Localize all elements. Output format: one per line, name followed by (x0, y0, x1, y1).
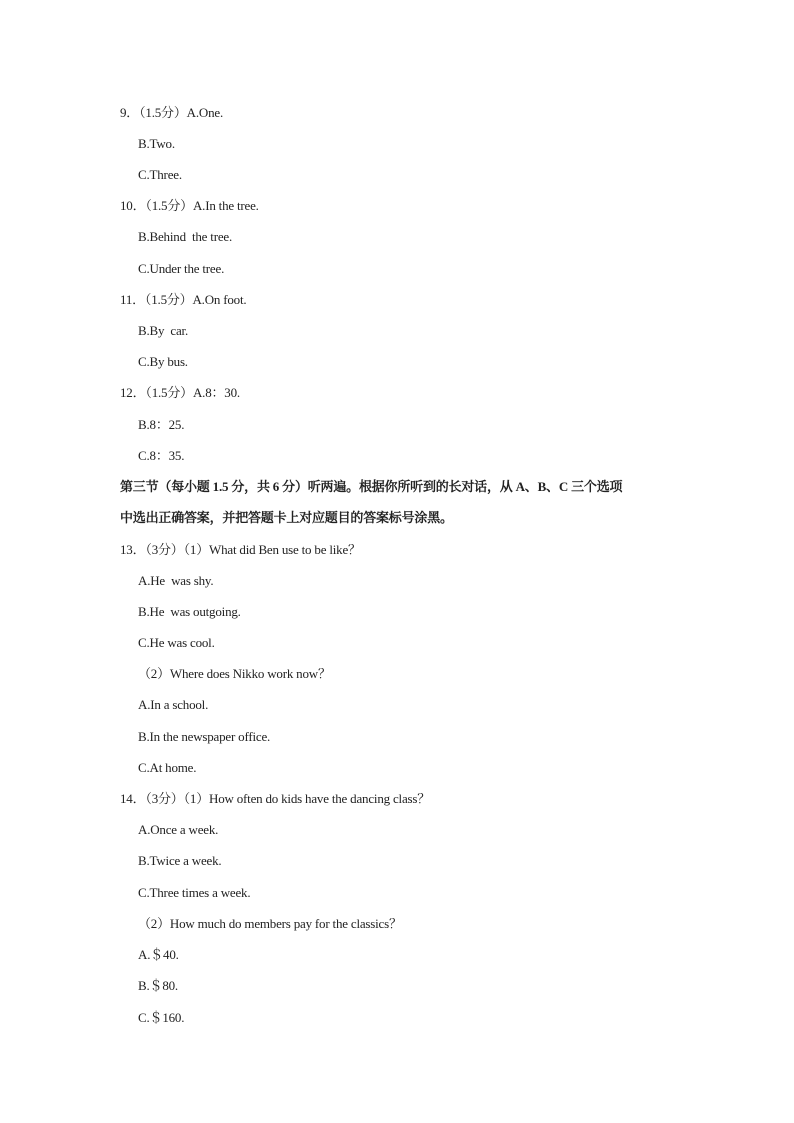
question-13-1-option-a: A.He was shy. (138, 573, 214, 588)
question-9-option-c: C.Three. (138, 167, 182, 182)
question-14-2-option-c: C.＄160. (138, 1010, 185, 1025)
question-12-stem: 12．（1.5分）A.8：30. (120, 385, 240, 400)
question-13-1-option-c: C.He was cool. (138, 635, 215, 650)
question-14-1-option-b: B.Twice a week. (138, 853, 222, 868)
question-14-2-option-b: B.＄80. (138, 978, 178, 993)
question-14-stem: 14．（3分）（1）How often do kids have the dancing class？ (120, 791, 431, 806)
question-10-option-b: B.Behind the tree. (138, 229, 233, 244)
question-13-1-option-b: B.He was outgoing. (138, 604, 241, 619)
question-9-option-b: B.Two. (138, 136, 175, 151)
question-14-1-option-c: C.Three times a week. (138, 885, 251, 900)
question-13-stem: 13．（3分）（1）What did Ben use to be like？ (120, 542, 361, 557)
question-13-part-2-stem: （2）Where does Nikko work now？ (138, 666, 331, 681)
question-14-2-option-a: A.＄40. (138, 947, 179, 962)
question-13-2-option-b: B.In the newspaper office. (138, 729, 271, 744)
question-12-option-c: C.8：35. (138, 448, 185, 463)
question-10-option-c: C.Under the tree. (138, 261, 225, 276)
question-11-option-b: B.By car. (138, 323, 188, 338)
section-3-instruction-line-2: 中选出正确答案，并把答题卡上对应题目的答案标号涂黑。 (120, 510, 453, 525)
question-9-stem: 9．（1.5分）A.One. (120, 105, 223, 120)
question-13-2-option-c: C.At home. (138, 760, 197, 775)
section-3-instruction-line-1: 第三节（每小题 1.5 分，共 6 分）听两遍。根据你所听到的长对话，从 A、B、C 三个选项 (120, 479, 623, 494)
question-11-stem: 11．（1.5分）A.On foot. (120, 292, 247, 307)
question-10-stem: 10．（1.5分）A.In the tree. (120, 198, 259, 213)
question-12-option-b: B.8：25. (138, 417, 185, 432)
question-11-option-c: C.By bus. (138, 354, 188, 369)
question-13-2-option-a: A.In a school. (138, 697, 209, 712)
question-14-part-2-stem: （2）How much do members pay for the classics？ (138, 916, 402, 931)
question-14-1-option-a: A.Once a week. (138, 822, 219, 837)
